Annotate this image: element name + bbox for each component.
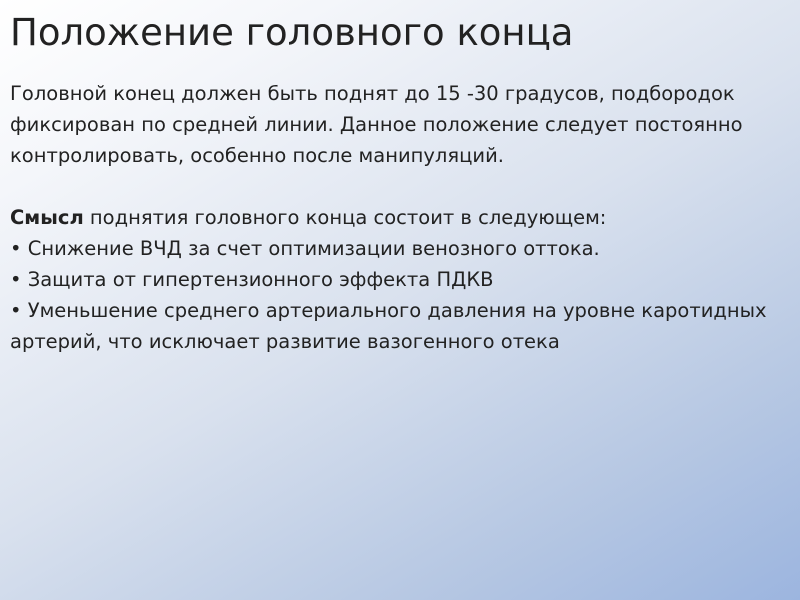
paragraph-head-position: Головной конец должен быть поднят до 15 -30 градусов, подбородок фиксирован по средней линии. Данное положение следует постоянно контролировать, особенно после манипуляций.: [10, 82, 743, 167]
bullet-item: • Уменьшение среднего артериального давления на уровне каротидных артерий, что исключает развитие вазогенного отека: [10, 299, 767, 353]
intro-bold-word: Смысл: [10, 206, 84, 229]
intro-line: [10, 202, 790, 233]
bullet-item: • Защита от гипертензионного эффекта ПДКВ: [10, 268, 494, 291]
intro-rest: поднятия головного конца состоит в следующем:: [83, 206, 607, 229]
slide-body: [10, 78, 790, 357]
bullet-item: • Снижение ВЧД за счет оптимизации венозного оттока.: [10, 237, 600, 260]
slide-title: Положение головного конца: [10, 11, 574, 54]
